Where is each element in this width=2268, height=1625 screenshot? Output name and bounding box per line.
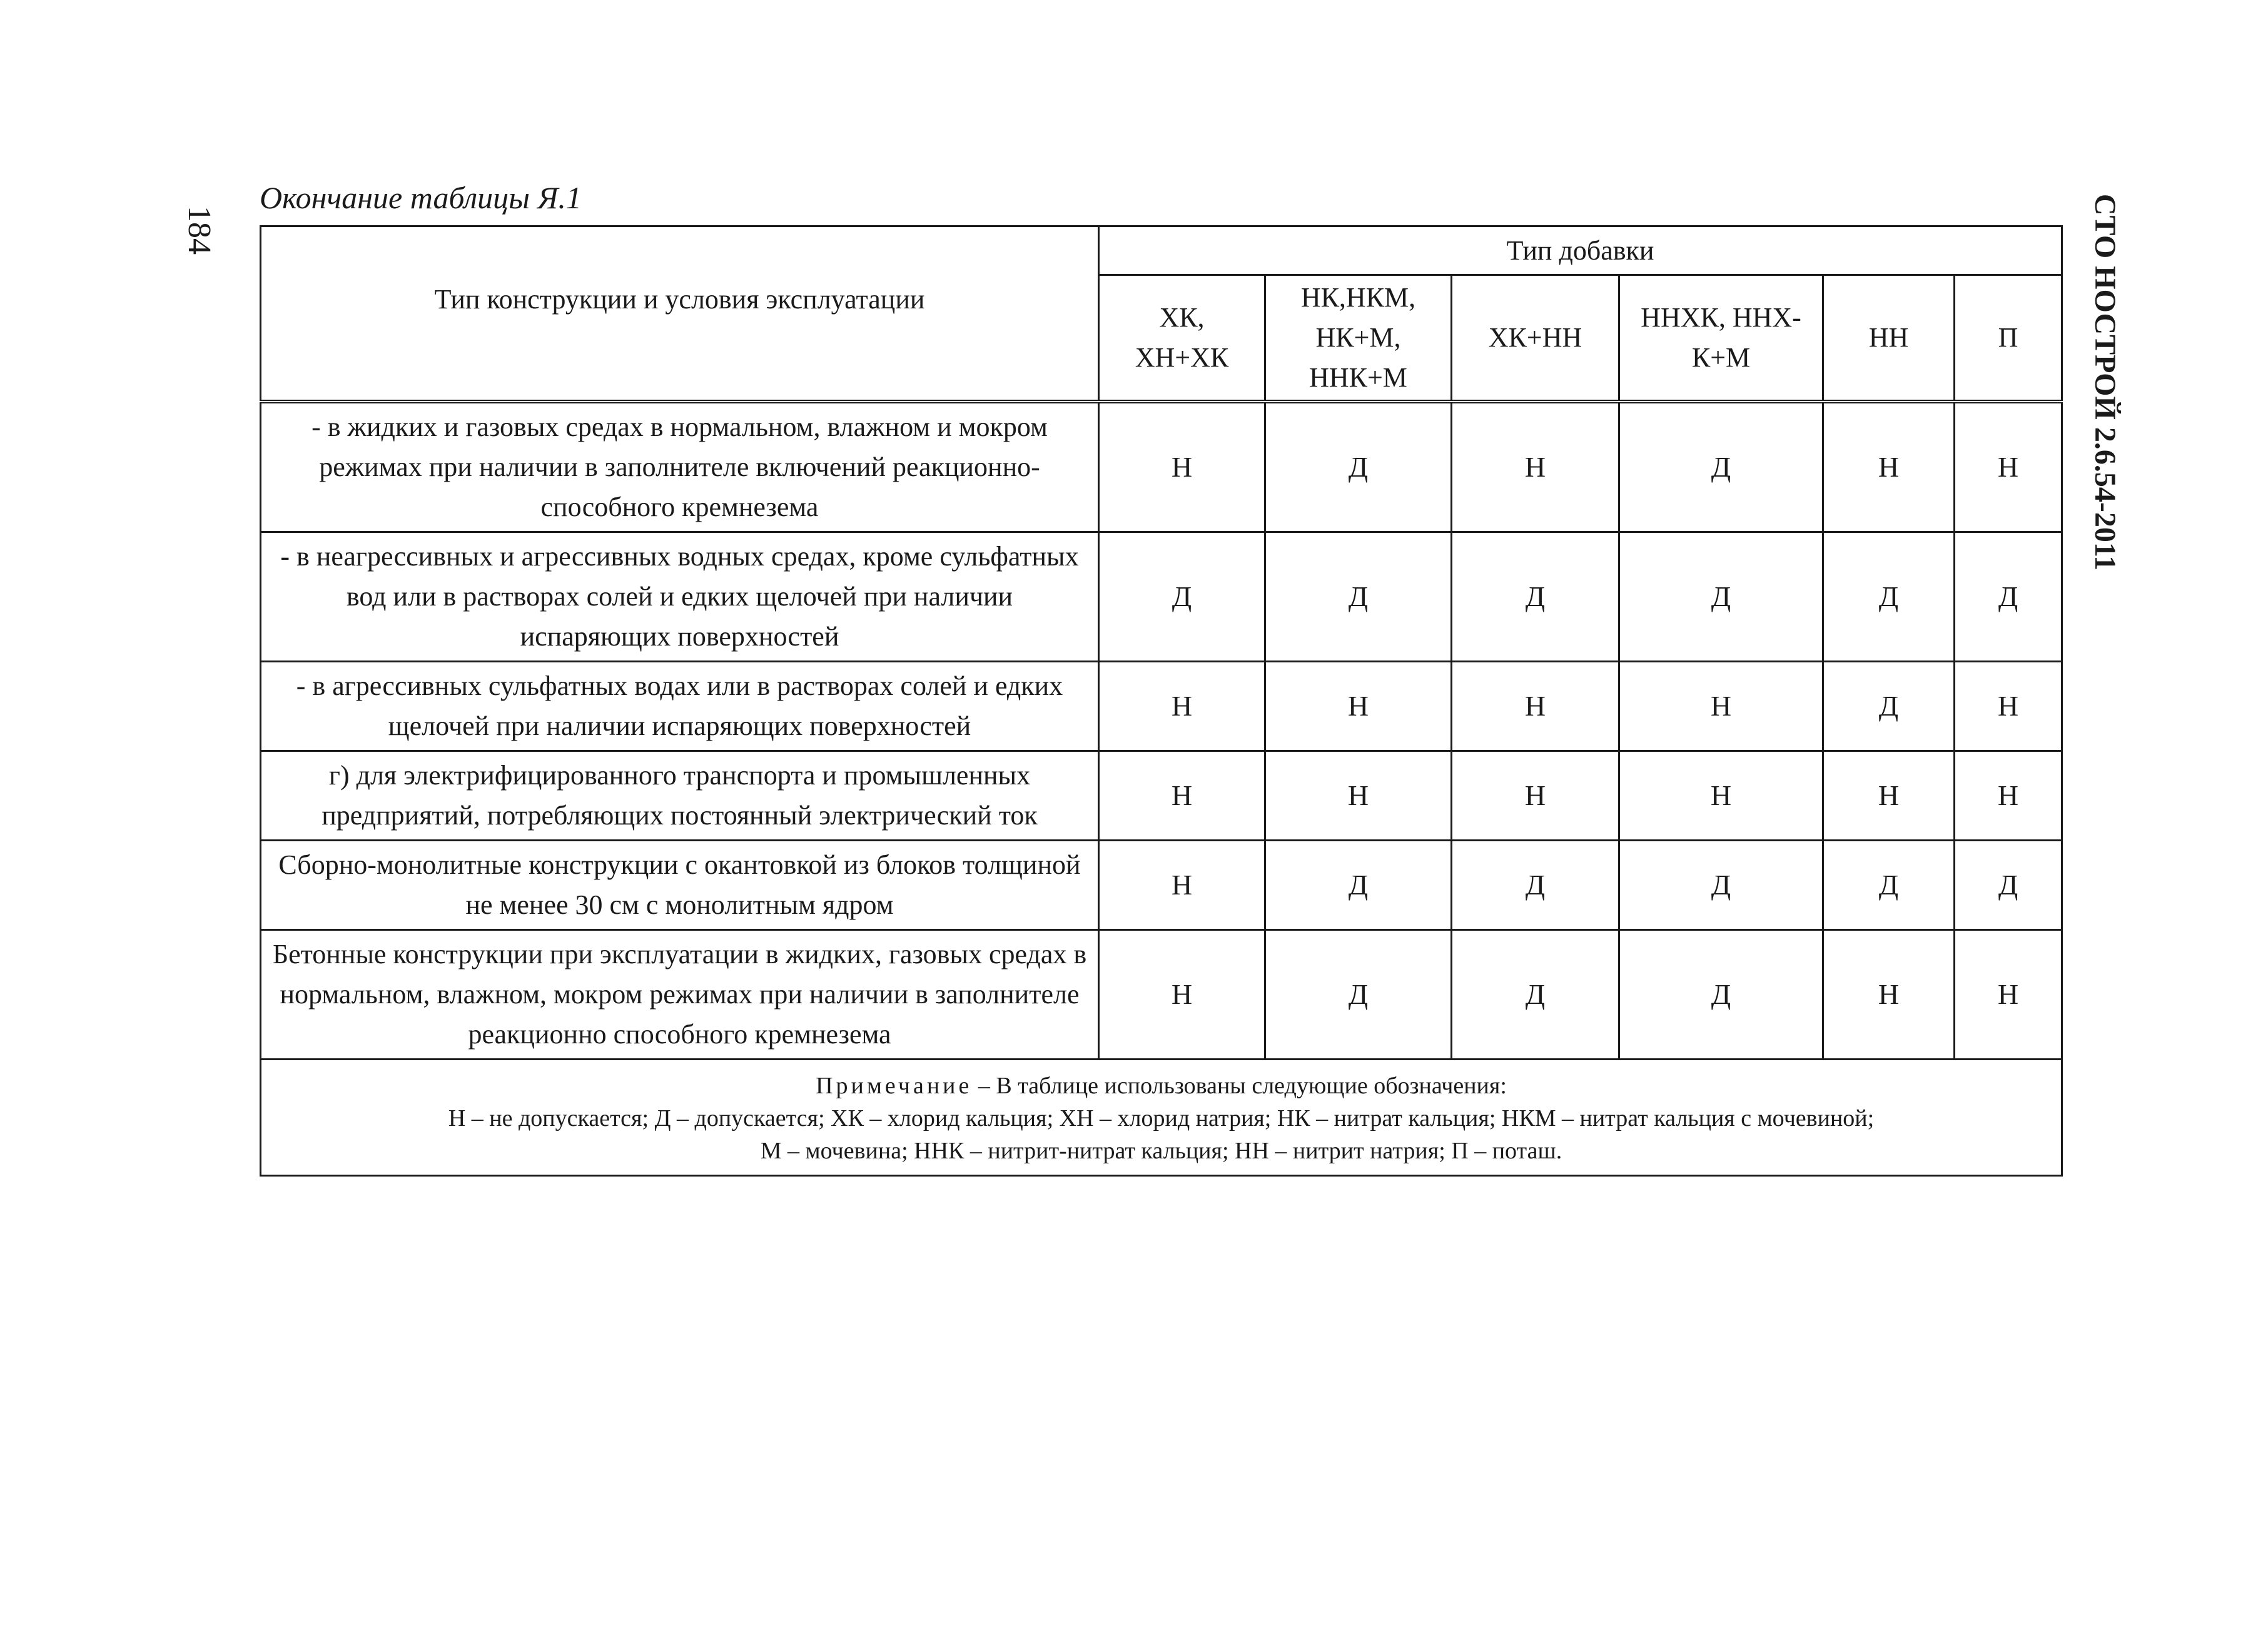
table-row [261, 751, 2062, 840]
row-value: Н [1955, 751, 2062, 840]
row-value: Д [1955, 840, 2062, 929]
row-value: Н [1823, 751, 1955, 840]
row-value: Д [1265, 929, 1452, 1059]
table-caption: Окончание таблицы Я.1 [260, 180, 582, 215]
row-value: Н [1823, 929, 1955, 1059]
document-code: СТО НОСТРОЙ 2.6.54-2011 [2088, 193, 2122, 571]
row-value: Д [1452, 532, 1619, 661]
row-value: Д [1265, 840, 1452, 929]
table-note [261, 1059, 2062, 1175]
header-col-2: НК,НКМ, НК+М, ННК+М [1265, 275, 1452, 402]
header-col-1: ХК, ХН+ХК [1099, 275, 1265, 402]
header-col-3: ХК+НН [1452, 275, 1619, 402]
row-description: Сборно-монолитные конструкции с окантовкой из блоков толщиной не менее 30 см с монолитным ядром [261, 840, 1099, 929]
header-col-6: П [1955, 275, 2062, 402]
row-description: - в агрессивных сульфатных водах или в растворах солей и едких щелочей при наличии испаряющих поверхностей [261, 661, 1099, 751]
table-row [261, 532, 2062, 661]
row-value: Н [1452, 751, 1619, 840]
table-row [261, 661, 2062, 751]
row-value: Д [1619, 929, 1823, 1059]
row-description: Бетонные конструкции при эксплуатации в жидких, газовых средах в нормальном, влажном, мокром режимах при наличии в заполнителе реакционно способного кремнезема [261, 929, 1099, 1059]
row-value: Д [1823, 532, 1955, 661]
row-value: Д [1823, 661, 1955, 751]
header-col-5: НН [1823, 275, 1955, 402]
row-value: Н [1452, 661, 1619, 751]
header-col-4: ННХК, ННХ-К+М [1619, 275, 1823, 402]
row-description: - в неагрессивных и агрессивных водных средах, кроме сульфатных вод или в растворах солей и едких щелочей при наличии испаряющих поверхностей [261, 532, 1099, 661]
row-value: Д [1099, 532, 1265, 661]
row-value: Н [1099, 840, 1265, 929]
row-value: Н [1955, 661, 2062, 751]
row-value: Н [1955, 929, 2062, 1059]
note-line-2: М – мочевина; ННК – нитрит-нитрат кальция; НН – нитрит натрия; П – поташ. [760, 1138, 1562, 1164]
row-description: - в жидких и газовых средах в нормальном, влажном и мокром режимах при наличии в заполнителе включений реакционно-способного кремнезема [261, 402, 1099, 532]
row-value: Н [1099, 661, 1265, 751]
table-row [261, 840, 2062, 929]
note-intro: – В таблице использованы следующие обозначения: [972, 1073, 1507, 1099]
note-label: Примечание [816, 1073, 973, 1099]
row-value: Н [1265, 661, 1452, 751]
row-value: Д [1452, 840, 1619, 929]
row-value: Д [1619, 402, 1823, 532]
header-additive-type: Тип добавки [1099, 226, 2062, 275]
row-value: Д [1955, 532, 2062, 661]
row-value: Д [1265, 532, 1452, 661]
row-value: Н [1619, 751, 1823, 840]
row-value: Д [1619, 532, 1823, 661]
row-value: Н [1099, 929, 1265, 1059]
row-value: Д [1265, 402, 1452, 532]
row-value: Д [1823, 840, 1955, 929]
table-row [261, 929, 2062, 1059]
row-value: Д [1452, 929, 1619, 1059]
header-construction-type: Тип конструкции и условия эксплуатации [261, 226, 1099, 402]
row-value: Н [1265, 751, 1452, 840]
row-value: Н [1452, 402, 1619, 532]
note-intro-line [296, 1070, 2026, 1102]
row-value: Н [1099, 402, 1265, 532]
row-value: Н [1619, 661, 1823, 751]
row-value: Д [1619, 840, 1823, 929]
note-line-1: Н – не допускается; Д – допускается; ХК – хлорид кальция; ХН – хлорид натрия; НК – нитрат кальция; НКМ – нитрат кальция с мочевиной; [448, 1105, 1875, 1131]
row-value: Н [1955, 402, 2062, 532]
additive-table [260, 225, 2063, 1177]
table-row [261, 402, 2062, 532]
row-value: Н [1823, 402, 1955, 532]
row-value: Н [1099, 751, 1265, 840]
page-number: 184 [181, 206, 217, 255]
row-description: г) для электрифицированного транспорта и промышленных предприятий, потребляющих постоянный электрический ток [261, 751, 1099, 840]
